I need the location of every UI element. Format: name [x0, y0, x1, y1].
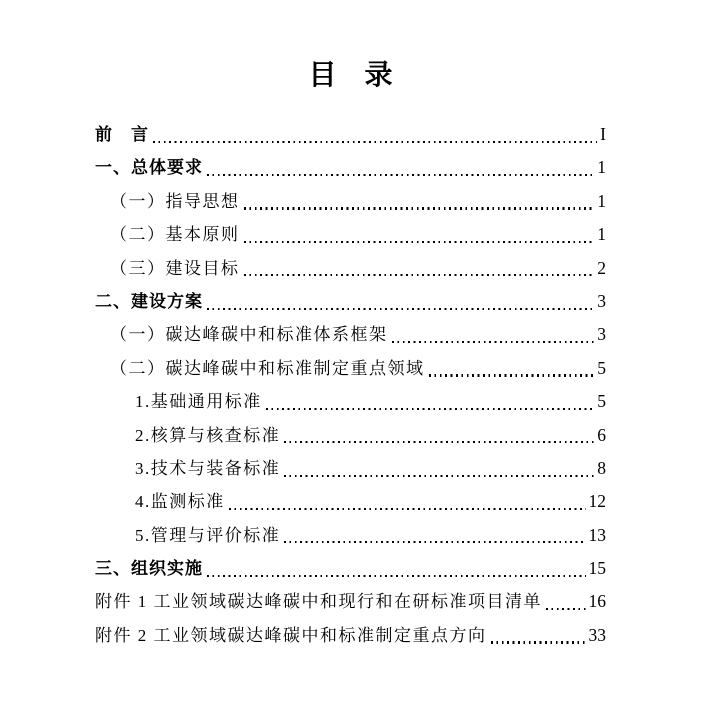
dot-leader — [244, 207, 595, 209]
toc-page-number: 1 — [597, 190, 606, 211]
dot-leader — [392, 341, 595, 343]
dot-leader — [266, 408, 595, 410]
page-title: 目 录 — [308, 59, 393, 90]
toc-page-number: 8 — [597, 457, 606, 478]
toc-entry-label: 4.监测标准 — [135, 492, 225, 512]
toc-page-number: 3 — [597, 324, 606, 345]
toc-page-number: 6 — [597, 424, 606, 445]
toc-page-number: 15 — [588, 558, 606, 579]
toc-entry-label: 三、组织实施 — [95, 559, 203, 579]
toc-page-number: 13 — [588, 524, 606, 545]
toc-entry-label: 3.技术与装备标准 — [135, 458, 281, 478]
toc-entry-label: （一）指导思想 — [110, 191, 240, 211]
toc-entry-section-2-2 — [95, 352, 606, 385]
toc-entry-label: （二）基本原则 — [110, 225, 240, 245]
toc-entry-section-2-2-2 — [95, 419, 606, 452]
toc-entry-label: 附件 2 工业领域碳达峰碳中和标准制定重点方向 — [95, 625, 487, 645]
dot-leader — [284, 541, 585, 543]
dot-leader — [207, 174, 594, 176]
toc-entry-foreword — [95, 118, 606, 151]
dot-leader — [229, 508, 586, 510]
dot-leader — [244, 241, 595, 243]
table-of-contents — [95, 118, 606, 652]
toc-entry-label: 附件 1 工业领域碳达峰碳中和现行和在研标准项目清单 — [95, 592, 542, 612]
toc-page-number: 16 — [588, 591, 606, 612]
toc-entry-label: 前 言 — [95, 125, 149, 144]
toc-entry-section-1-2 — [95, 218, 606, 251]
toc-entry-section-2-1 — [95, 318, 606, 351]
toc-entry-section-1-1 — [95, 185, 606, 218]
toc-page-number: 33 — [588, 624, 606, 645]
toc-entry-appendix-2 — [95, 619, 606, 652]
toc-entry-section-3 — [95, 552, 606, 585]
toc-page-number: 5 — [597, 357, 606, 378]
toc-page-number: 3 — [597, 290, 606, 311]
toc-entry-label: （一）碳达峰碳中和标准体系框架 — [110, 325, 388, 345]
toc-entry-section-1-3 — [95, 252, 606, 285]
toc-entry-section-2-2-4 — [95, 485, 606, 518]
toc-entry-section-2-2-5 — [95, 519, 606, 552]
toc-entry-section-2-2-1 — [95, 385, 606, 418]
toc-entry-label: 2.核算与核查标准 — [135, 425, 281, 445]
dot-leader — [207, 308, 594, 310]
dot-leader — [491, 641, 586, 643]
toc-entry-label: 二、建设方案 — [95, 291, 203, 311]
toc-page-number: 12 — [588, 491, 606, 512]
toc-entry-section-1 — [95, 151, 606, 184]
dot-leader — [546, 608, 586, 610]
dot-leader — [244, 274, 595, 276]
toc-entry-label: 一、总体要求 — [95, 158, 203, 178]
dot-leader — [207, 575, 586, 577]
dot-leader — [284, 475, 594, 477]
toc-entry-label: 1.基础通用标准 — [135, 392, 262, 412]
dot-leader — [284, 441, 594, 443]
toc-entry-label: 5.管理与评价标准 — [135, 525, 281, 545]
dot-leader — [153, 141, 597, 143]
toc-entry-appendix-1 — [95, 585, 606, 618]
toc-entry-section-2-2-3 — [95, 452, 606, 485]
toc-page-number: 2 — [597, 257, 606, 278]
toc-page-number: 1 — [597, 224, 606, 245]
toc-page-number: 5 — [597, 391, 606, 412]
toc-entry-label: （三）建设目标 — [110, 258, 240, 278]
toc-entry-section-2 — [95, 285, 606, 318]
dot-leader — [429, 374, 595, 376]
toc-page-number: I — [600, 124, 606, 144]
toc-page-number: 1 — [597, 157, 606, 178]
toc-entry-label: （二）碳达峰碳中和标准制定重点领域 — [110, 358, 425, 378]
